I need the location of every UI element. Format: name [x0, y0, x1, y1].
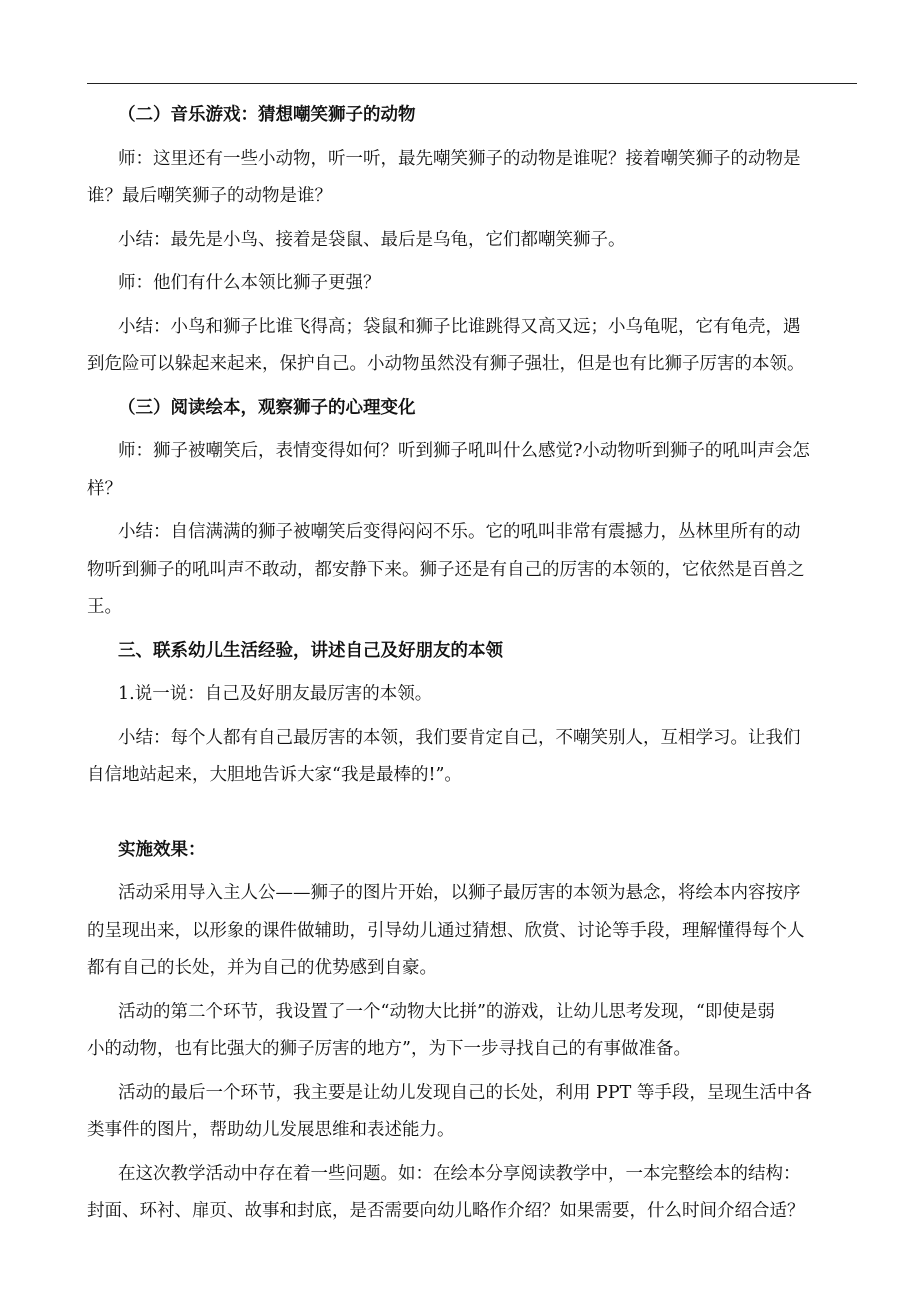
paragraph: 活动的最后一个环节，我主要是让幼儿发现自己的长处，利用 PPT 等手段，呈现生活中各 — [118, 1082, 812, 1103]
heading-music-game: （二）音乐游戏：猜想嘲笑狮子的动物 — [118, 105, 416, 125]
heading-life-experience: 三、联系幼儿生活经验，讲述自己及好朋友的本领 — [118, 640, 503, 661]
paragraph-continuation: 的呈现出来，以形象的课件做辅助，引导幼儿通过猜想、欣赏、讨论等手段，理解懂得每个人 — [87, 920, 805, 941]
paragraph: 小结：最先是小鸟、接着是袋鼠、最后是乌龟，它们都嘲笑狮子。 — [118, 229, 626, 250]
header-rule — [87, 83, 857, 84]
paragraph: 在这次教学活动中存在着一些问题。如：在绘本分享阅读教学中，一本完整绘本的结构： — [118, 1163, 801, 1184]
paragraph-continuation: 都有自己的长处，并为自己的优势感到自豪。 — [87, 958, 437, 978]
paragraph-continuation: 小的动物，也有比强大的狮子厉害的地方”，为下一步寻找自己的有事做准备。 — [87, 1039, 691, 1059]
paragraph: 活动的第二个环节，我设置了一个“动物大比拼”的游戏，让幼儿思考发现，“即使是弱 — [118, 1001, 775, 1022]
paragraph-continuation: 封面、环衬、扉页、故事和封底，是否需要向幼儿略作介绍？如果需要，什么时间介绍合适？ — [87, 1201, 805, 1221]
paragraph: 师：狮子被嘲笑后，表情变得如何？听到狮子吼叫什么感觉?小动物听到狮子的吼叫声会怎 — [118, 441, 810, 461]
paragraph: 小结：小鸟和狮子比谁飞得高；袋鼠和狮子比谁跳得又高又远；小乌龟呢，它有龟壳，遇 — [118, 316, 801, 337]
heading-implementation-effect: 实施效果： — [118, 839, 206, 860]
heading-read-picture-book: （三）阅读绘本，观察狮子的心理变化 — [118, 397, 416, 418]
paragraph-continuation: 到危险可以躲起来起来，保护自己。小动物虽然没有狮子强壮，但是也有比狮子厉害的本领。 — [87, 354, 805, 374]
paragraph-continuation: 类事件的图片，帮助幼儿发展思维和表述能力。 — [87, 1120, 455, 1140]
paragraph-continuation: 样？ — [87, 478, 122, 499]
paragraph: 活动采用导入主人公——狮子的图片开始，以狮子最厉害的本领为悬念，将绘本内容按序 — [118, 883, 801, 903]
paragraph: 师：他们有什么本领比狮子更强？ — [118, 273, 381, 293]
paragraph-continuation: 谁？最后嘲笑狮子的动物是谁？ — [87, 186, 332, 206]
paragraph: 小结：每个人都有自己最厉害的本领，我们要肯定自己，不嘲笑别人，互相学习。让我们 — [118, 727, 801, 748]
paragraph: 1.说一说：自己及好朋友最厉害的本领。 — [118, 684, 433, 704]
paragraph: 小结：自信满满的狮子被嘲笑后变得闷闷不乐。它的吼叫非常有震撼力，丛林里所有的动 — [118, 522, 801, 542]
paragraph-continuation: 自信地站起来，大胆地告诉大家“我是最棒的!”。 — [87, 765, 462, 785]
paragraph-continuation: 物听到狮子的吼叫声不敢动，都安静下来。狮子还是有自己的厉害的本领的，它依然是百兽之 — [87, 559, 805, 580]
paragraph: 师：这里还有一些小动物，听一听，最先嘲笑狮子的动物是谁呢？接着嘲笑狮子的动物是 — [118, 148, 801, 169]
document-body — [87, 97, 860, 1231]
paragraph-continuation: 王。 — [87, 597, 122, 617]
